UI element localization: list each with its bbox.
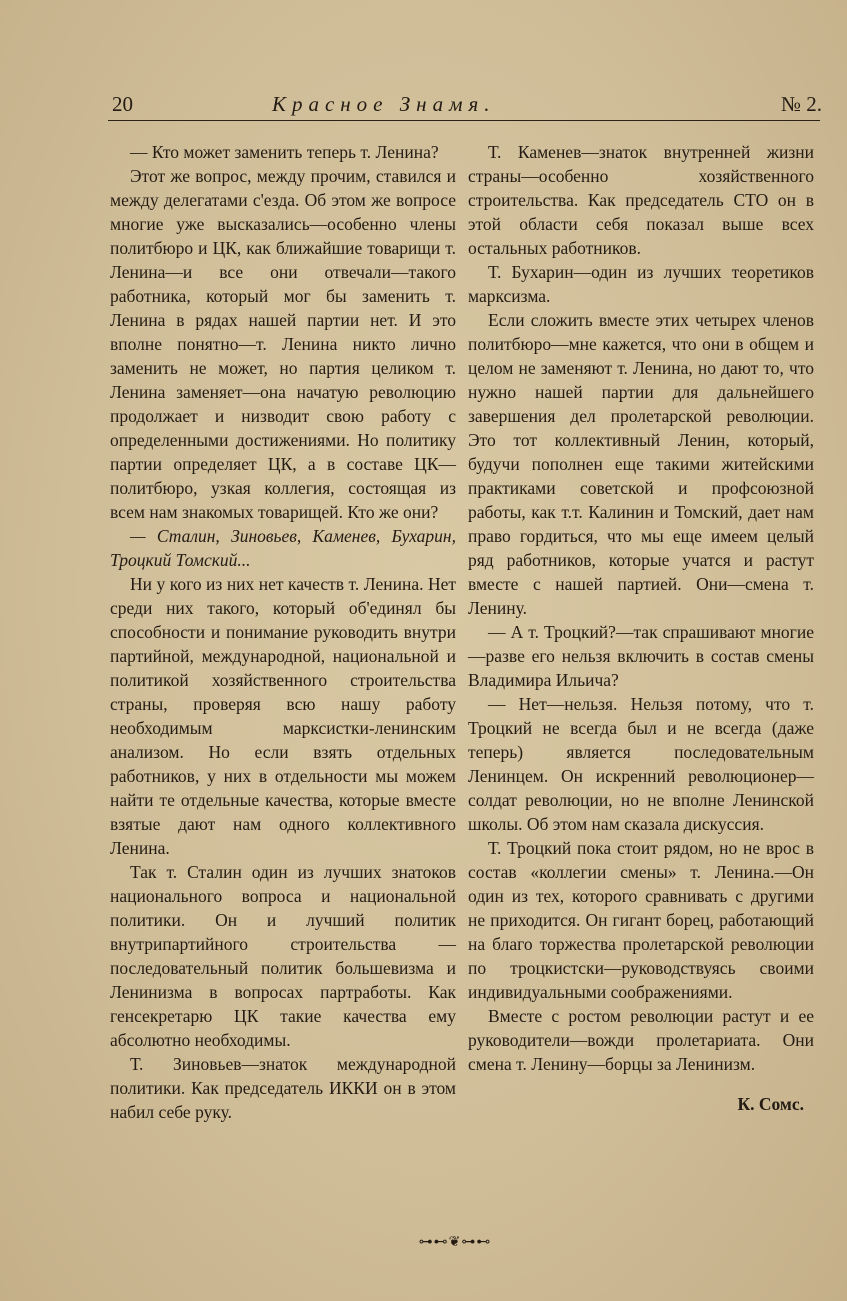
left-paragraph-6: Т. Зиновьев—знаток международной политики. Как председатель ИККИ он в этом набил себе руку. <box>110 1054 456 1122</box>
left-paragraph-3: — Сталин, Зиновьев, Каменев, Бухарин, Троцкий Томский... <box>110 526 456 570</box>
issue-number: № 2. <box>780 92 822 116</box>
left-paragraph-5: Так т. Сталин один из лучших знатоков национального вопроса и национальной политики. Он и лучший политик внутрипартийного строительства — последовательный политик большевизма и Ленинизма в вопросах партработы. Как генсекретарю ЦК такие качества ему абсолютно необходимы. <box>110 862 456 1050</box>
right-paragraph-6: Т. Троцкий пока стоит рядом, но не врос в состав «коллегии смены» т. Ленина.—Он один из тех, которого сравнивать с другими не приходится. Он гигант борец, работающий на благо торжества пролетарской революции по троцкистски—руководствуясь своими индивидуальными соображениями. <box>468 838 814 1002</box>
left-paragraph-2: Этот же вопрос, между прочим, ставился и между делегатами с'езда. Об этом же вопросе многие уже высказались—особенно члены политбюро и ЦК, как ближайшие товарищи т. Ленина—и все они отвечали—такого работника, который мог бы заменить т. Ленина в рядах нашей партии нет. И это вполне понятно—т. Ленина никто лично заменить не может, но партия целиком т. Ленина заменяет—она начатую революцию продолжает и низводит свою работу с определенными достижениями. Но политику партии определяет ЦК, а в составе ЦК—политбюро, узкая коллегия, состоящая из всем нам знакомых товарищей. Кто же они? <box>110 166 456 522</box>
magazine-title: Красное Знамя. <box>272 92 496 116</box>
right-paragraph-2: Т. Бухарин—один из лучших теоретиков марксизма. <box>468 262 814 306</box>
left-column <box>110 140 456 1124</box>
author-signature: К. Сомс. <box>737 1094 804 1114</box>
right-paragraph-5: — Нет—нельзя. Нельзя потому, что т. Троцкий не всегда был и не всегда (даже теперь) является последовательным Ленинцем. Он искренний революционер—солдат революции, но не вполне Ленинской школы. Об этом нам сказала дискуссия. <box>468 694 814 834</box>
ornament-divider: ⊶⊷❦⊶⊷ <box>418 1234 492 1250</box>
right-paragraph-4: — А т. Троцкий?—так спрашивают многие—разве его нельзя включить в состав смены Владимира Ильича? <box>468 622 814 690</box>
header-rule <box>108 120 820 121</box>
right-paragraph-1: Т. Каменев—знаток внутренней жизни страны—особенно хозяйственного строительства. Как председатель СТО он в этой области себя показал выше всех остальных работников. <box>468 142 814 258</box>
page-number: 20 <box>112 92 133 116</box>
left-paragraph-1: — Кто может заменить теперь т. Ленина? <box>130 142 439 162</box>
page-header <box>112 92 822 122</box>
right-column <box>468 140 814 1116</box>
right-paragraph-7: Вместе с ростом революции растут и ее руководители—вожди пролетариата. Они смена т. Ленину—борцы за Ленинизм. <box>468 1006 814 1074</box>
right-paragraph-3: Если сложить вместе этих четырех членов политбюро—мне кажется, что они в общем и целом не заменяют т. Ленина, но дают то, что нужно нашей партии для дальнейшего завершения дел пролетарской революции. Это тот коллективный Ленин, который, будучи пополнен еще такими житейскими практиками советской и профсоюзной работы, как т.т. Калинин и Томский, дает нам право гордиться, что мы еще имеем целый ряд работников, которые учатся и растут вместе с нашей партией. Они—смена т. Ленину. <box>468 310 814 618</box>
left-paragraph-4: Ни у кого из них нет качеств т. Ленина. Нет среди них такого, который об'единял бы способности и понимание руководить внутри партийной, международной, национальной и политикой хозяйственного строительства страны, проверяя всю нашу работу необходимым марксистки-ленинским анализом. Но если взять отдельных работников, у них в отдельности мы можем найти те отдельные качества, которые вместе взятые дают нам одного коллективного Ленина. <box>110 574 456 858</box>
